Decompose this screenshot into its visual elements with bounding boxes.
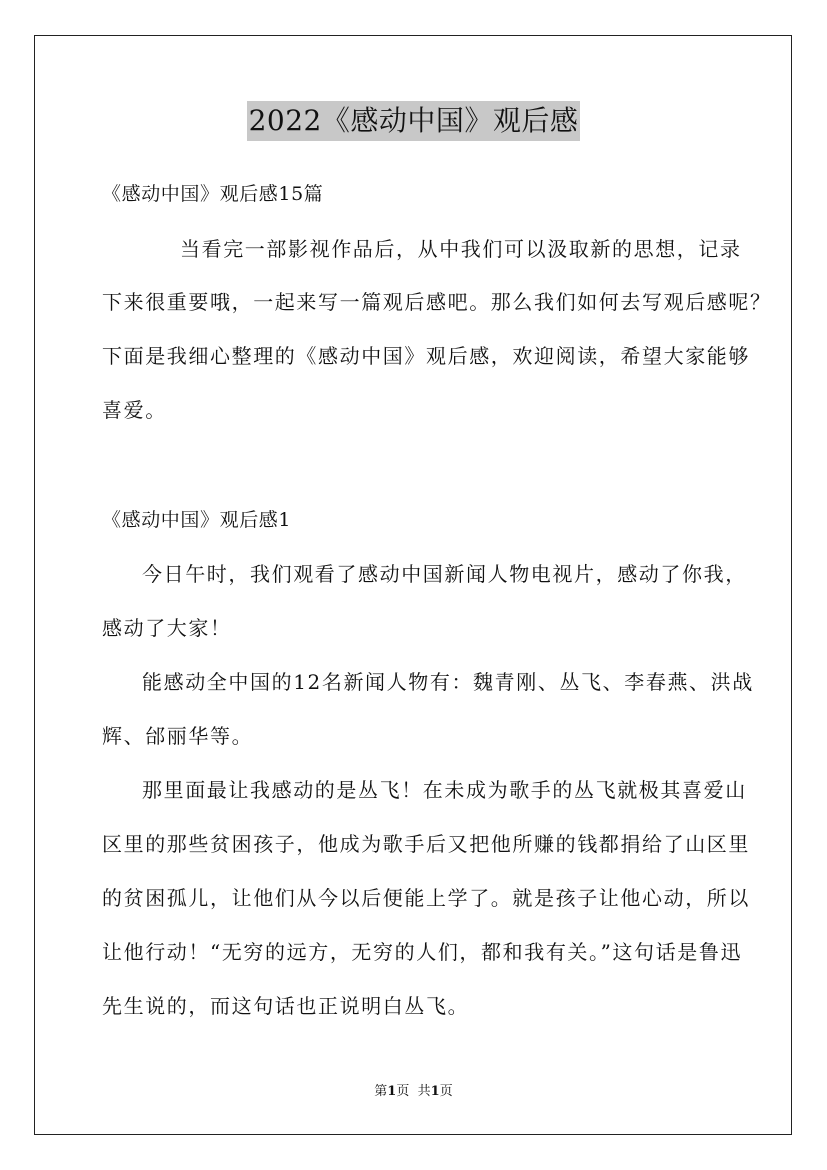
footer-total-prefix: 共 (417, 1084, 431, 1099)
intro-line-3: 下面是我细心整理的《感动中国》观后感，欢迎阅读，希望大家能够 (102, 344, 750, 368)
footer-page-suffix: 页 (396, 1084, 410, 1099)
intro-line-4: 喜爱。 (102, 398, 167, 422)
footer-page-prefix: 第 (374, 1084, 388, 1099)
footer-page-number: 1 (387, 1084, 397, 1099)
footer-total-number: 1 (430, 1084, 440, 1099)
intro-line-2: 下来很重要哦，一起来写一篇观后感吧。那么我们如何去写观后感呢？ (102, 290, 772, 314)
paragraph3-line-3: 的贫困孤儿，让他们从今以后便能上学了。就是孩子让他心动，所以 (102, 886, 750, 910)
paragraph2-line-2: 辉、邰丽华等。 (102, 724, 254, 748)
document-subtitle: 《感动中国》观后感15篇 (102, 183, 324, 205)
title-container (0, 101, 827, 141)
paragraph1-line-2: 感动了大家！ (102, 616, 232, 640)
document-title: 2022《感动中国》观后感 (247, 101, 581, 141)
paragraph3-line-2: 区里的那些贫困孩子，他成为歌手后又把他所赚的钱都捐给了山区里 (102, 832, 750, 856)
section-heading: 《感动中国》观后感1 (102, 509, 292, 531)
paragraph1-line-1: 今日午时，我们观看了感动中国新闻人物电视片，感动了你我， (142, 562, 747, 586)
paragraph3-line-4: 让他行动！“无穷的远方，无穷的人们，都和我有关。”这句话是鲁迅 (102, 940, 743, 964)
paragraph3-line-5: 先生说的，而这句话也正说明白丛飞。 (102, 994, 470, 1018)
intro-line-1: 当看完一部影视作品后，从中我们可以汲取新的思想，记录 (180, 237, 742, 261)
footer-total-suffix: 页 (439, 1084, 453, 1099)
paragraph2-line-1: 能感动全中国的12名新闻人物有：魏青刚、丛飞、李春燕、洪战 (142, 670, 754, 694)
paragraph3-line-1: 那里面最让我感动的是丛飞！在未成为歌手的丛飞就极其喜爱山 (142, 778, 747, 802)
page-footer (0, 1083, 827, 1101)
